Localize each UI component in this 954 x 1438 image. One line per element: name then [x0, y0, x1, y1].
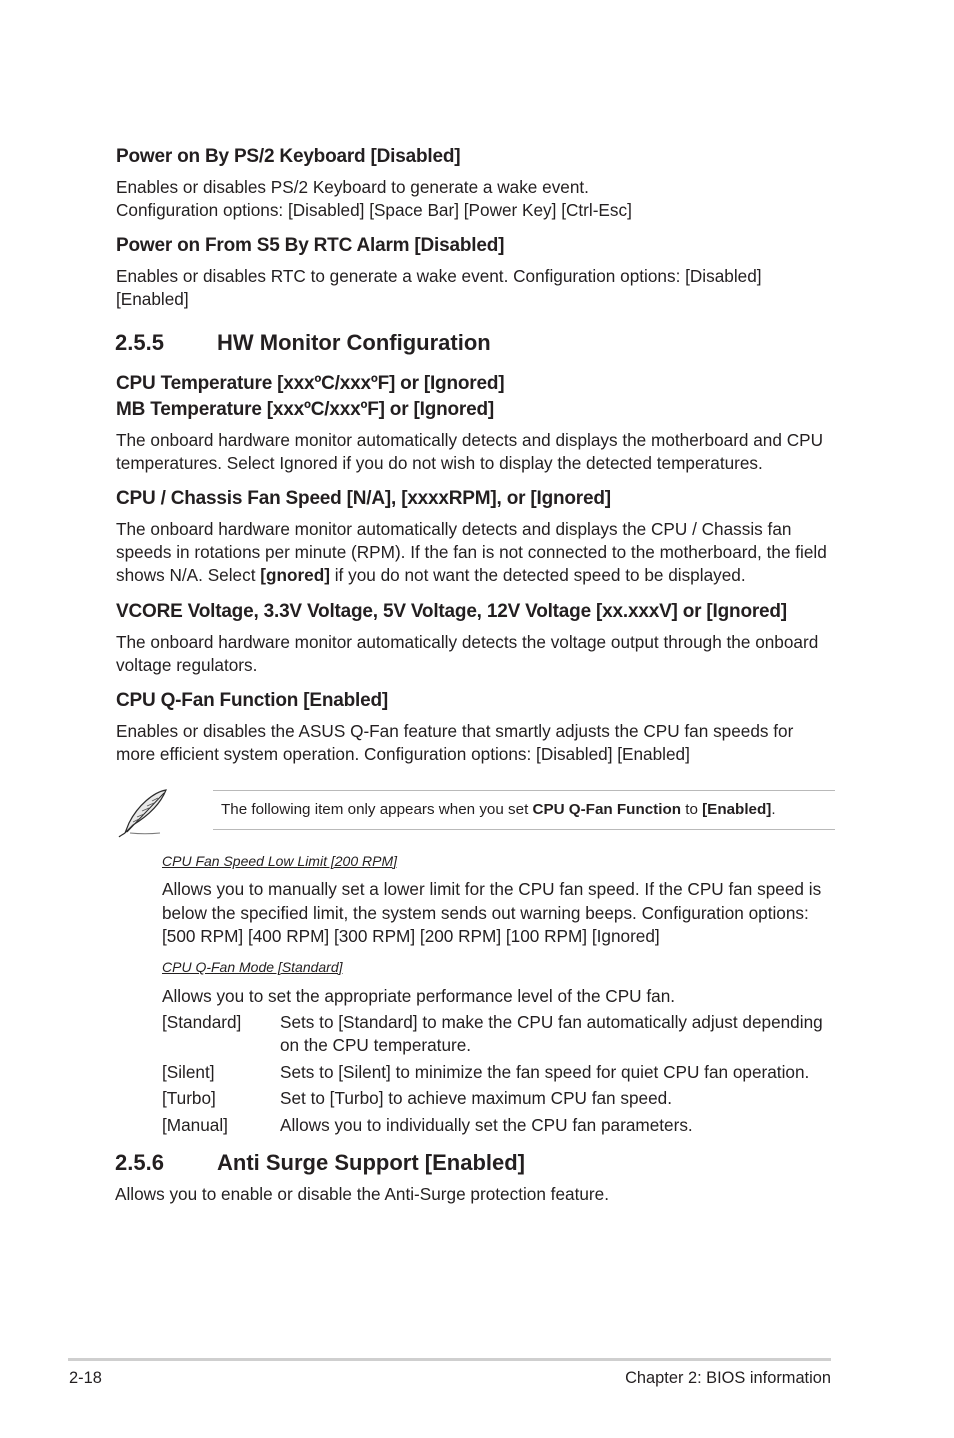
qfan-function-desc-line2: more efficient system operation. Configuration options: [Disabled] [Enabled]: [116, 744, 690, 764]
low-limit-subheading: CPU Fan Speed Low Limit [200 RPM]: [162, 853, 397, 869]
low-limit-desc-line3: [500 RPM] [400 RPM] [300 RPM] [200 RPM] [100 RPM] [Ignored]: [162, 926, 660, 946]
note-bottom-rule: [213, 829, 835, 830]
fan-mode-row-manual: [162, 1114, 842, 1137]
rtc-alarm-desc-line2: [Enabled]: [116, 289, 189, 309]
section-title-text: Anti Surge Support [Enabled]: [217, 1150, 525, 1175]
fan-mode-row-standard: [162, 1011, 842, 1057]
fan-mode-desc: [280, 1011, 840, 1057]
temperature-desc-line1: The onboard hardware monitor automatically detects and displays the motherboard and CPU: [116, 430, 823, 450]
fan-mode-key: [Standard]: [162, 1012, 242, 1032]
ps2-keyboard-desc-line1: Enables or disables PS/2 Keyboard to generate a wake event.: [116, 177, 589, 197]
qfan-function-heading: CPU Q-Fan Function [Enabled]: [116, 690, 388, 711]
rtc-alarm-heading: Power on From S5 By RTC Alarm [Disabled]: [116, 235, 505, 256]
hw-monitor-section-title: [115, 329, 491, 357]
fan-mode-desc: Allows you to individually set the CPU fan parameters.: [280, 1115, 693, 1135]
voltage-desc-line2: voltage regulators.: [116, 655, 258, 675]
section-title-text: HW Monitor Configuration: [217, 330, 491, 355]
fan-mode-desc-line2: on the CPU temperature.: [280, 1035, 472, 1055]
note-top-rule: [213, 790, 835, 791]
temperature-desc-line2: temperatures. Select Ignored if you do not wish to display the detected temperatures.: [116, 453, 763, 473]
section-number: 2.5.6: [115, 1150, 164, 1175]
ps2-keyboard-desc-line2: Configuration options: [Disabled] [Space Bar] [Power Key] [Ctrl-Esc]: [116, 200, 632, 220]
fan-mode-row-turbo: [162, 1087, 842, 1110]
fan-mode-key: [Turbo]: [162, 1088, 216, 1108]
anti-surge-desc: Allows you to enable or disable the Anti-Surge protection feature.: [115, 1184, 609, 1204]
cpu-temperature-heading: CPU Temperature [xxxºC/xxxºF] or [Ignored]: [116, 373, 505, 394]
feather-pen-icon: [116, 787, 172, 839]
note-bold-setting: CPU Q-Fan Function: [532, 801, 682, 818]
footer-chapter-title: Chapter 2: BIOS information: [625, 1369, 831, 1387]
fan-speed-heading: CPU / Chassis Fan Speed [N/A], [xxxxRPM], or [Ignored]: [116, 488, 611, 509]
fan-mode-subheading: CPU Q-Fan Mode [Standard]: [162, 959, 343, 975]
fan-mode-desc: Sets to [Silent] to minimize the fan speed for quiet CPU fan operation.: [280, 1062, 810, 1082]
fan-speed-desc-bold: [gnored]: [260, 565, 330, 585]
low-limit-desc-line2: below the specified limit, the system sends out warning beeps. Configuration options:: [162, 903, 809, 923]
fan-mode-key: [Manual]: [162, 1115, 228, 1135]
fan-speed-desc-line2: speeds in rotations per minute (RPM). If the fan is not connected to the motherboard, the field: [116, 542, 827, 562]
fan-speed-desc-line3: [116, 564, 746, 587]
note-bold-value: [Enabled]: [702, 801, 772, 818]
fan-speed-desc-pre: shows N/A. Select: [116, 565, 261, 585]
note-text-pre: The following item only appears when you set: [221, 801, 533, 818]
voltage-heading: VCORE Voltage, 3.3V Voltage, 5V Voltage, 12V Voltage [xx.xxxV] or [Ignored]: [116, 601, 787, 622]
anti-surge-section-title: [115, 1149, 525, 1177]
rtc-alarm-desc-line1: Enables or disables RTC to generate a wake event. Configuration options: [Disabled]: [116, 266, 762, 286]
low-limit-desc-line1: Allows you to manually set a lower limit for the CPU fan speed. If the CPU fan speed is: [162, 879, 822, 899]
fan-mode-desc-line1: Sets to [Standard] to make the CPU fan automatically adjust depending: [280, 1012, 823, 1032]
section-number: 2.5.5: [115, 330, 164, 355]
note-text-mid: to: [681, 801, 703, 818]
ps2-keyboard-heading: Power on By PS/2 Keyboard [Disabled]: [116, 146, 461, 167]
fan-speed-desc-post: if you do not want the detected speed to be displayed.: [329, 565, 746, 585]
fan-speed-desc-line1: The onboard hardware monitor automatically detects and displays the CPU / Chassis fan: [116, 519, 792, 539]
footer-rule: [68, 1358, 831, 1361]
fan-mode-intro: Allows you to set the appropriate performance level of the CPU fan.: [162, 986, 676, 1006]
qfan-function-desc-line1: Enables or disables the ASUS Q-Fan feature that smartly adjusts the CPU fan speeds for: [116, 721, 794, 741]
fan-mode-key: [Silent]: [162, 1062, 215, 1082]
mb-temperature-heading: MB Temperature [xxxºC/xxxºF] or [Ignored]: [116, 399, 495, 420]
fan-mode-desc: Set to [Turbo] to achieve maximum CPU fan speed.: [280, 1088, 672, 1108]
fan-mode-row-silent: [162, 1061, 842, 1084]
footer-page-number: 2-18: [69, 1369, 102, 1387]
note-text-post: .: [771, 801, 776, 818]
note-text: [221, 800, 776, 820]
voltage-desc-line1: The onboard hardware monitor automatically detects the voltage output through the onboard: [116, 632, 819, 652]
